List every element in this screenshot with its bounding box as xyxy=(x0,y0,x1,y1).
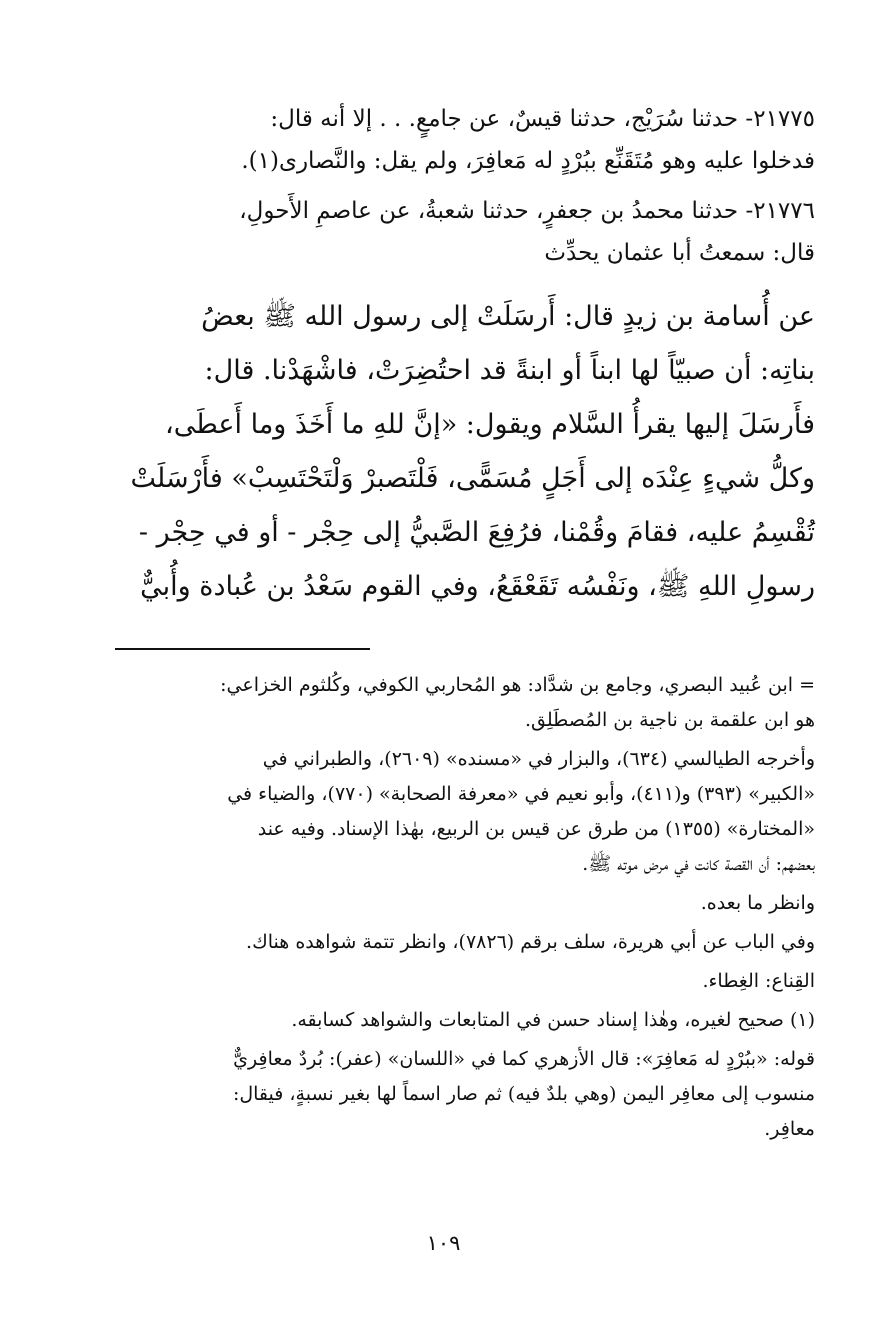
footnote-line: معافِر. xyxy=(764,1118,815,1140)
footnote-line: = ابن عُبيد البصري، وجامع بن شدَّاد: هو المُحاربي الكوفي، وكُلثوم الخزاعي: xyxy=(220,674,815,696)
matn-line: تُقْسِمُ عليه، فقامَ وقُمْنا، فرُفِعَ الصَّبيُّ إلى حِجْر - أو في حِجْر - xyxy=(138,517,815,548)
matn-line: بناتِه: أن صبيّاً لها ابناً أو ابنةً قد احتُضِرَتْ، فاشْهَدْنا. قال: xyxy=(204,355,815,386)
matn-line: عن أُسامة بن زيدٍ قال: أَرسَلَتْ إلى رسول الله ﷺ بعضُ xyxy=(201,301,815,332)
footnote-line: بعضهم: أن القصة كانت في مرض موته ﷺ. xyxy=(582,853,815,875)
footnote-line: «الكبير» (٣٩٣) و(٤١١)، وأبو نعيم في «معرفة الصحابة» (٧٧٠)، والضياء في xyxy=(227,783,815,805)
footnote-line: وأخرجه الطيالسي (٦٣٤)، والبزار في «مسنده» (٢٦٠٩)، والطبراني في xyxy=(262,748,815,770)
page-number: ١٠٩ xyxy=(426,1231,461,1255)
footnote-chapter: وفي الباب عن أبي هريرة، سلف برقم (٧٨٢٦)، وانظر تتمة شواهده هناك. xyxy=(246,931,815,953)
footnote-explanation xyxy=(115,1042,815,1147)
hadith-21775 xyxy=(115,98,815,182)
matn-line: رسولِ اللهِ ﷺ، ونَفْسُه تَقَعْقَعُ، وفي القوم سَعْدُ بن عُبادة وأُبيٌّ xyxy=(140,571,815,602)
hadith-21775-line-2: فدخلوا عليه وهو مُتَقَنِّع ببُرْدٍ له مَعافِرَ، ولم يقل: والنَّصارى(١). xyxy=(241,148,815,174)
footnote-separator xyxy=(115,648,370,650)
footnote-1: (١) صحيح لغيره، وهٰذا إسناد حسن في المتابعات والشواهد كسابقه. xyxy=(291,1009,815,1031)
hadith-21776-line-2: قال: سمعتُ أبا عثمان يحدِّث xyxy=(544,240,815,266)
hadith-21775-line-1: ٢١٧٧٥- حدثنا سُرَيْج، حدثنا قيسٌ، عن جامعٍ. . . إلا أنه قال: xyxy=(270,106,815,132)
footnote-line: «المختارة» (١٣٥٥) من طرق عن قيس بن الربيع، بهٰذا الإسناد. وفيه عند xyxy=(257,818,815,840)
footnote-gloss: القِناع: الغِطاء. xyxy=(702,970,815,992)
footnote-see-next: وانظر ما بعده. xyxy=(700,892,815,914)
matn-line: وكلُّ شيءٍ عِنْدَه إلى أَجَلٍ مُسَمًّى، فَلْتَصبرْ وَلْتَحْتَسِبْ» فأَرْسَلَتْ xyxy=(130,463,815,494)
hadith-matn xyxy=(115,290,815,614)
matn-line: فأَرسَلَ إليها يقرأُ السَّلام ويقول: «إنَّ للهِ ما أَخَذَ وما أَعطَى، xyxy=(165,409,815,440)
footnote-line: هو ابن علقمة بن ناجية بن المُصطَلِق. xyxy=(524,709,815,731)
footnote-line: منسوب إلى معافِر اليمن (وهي بلدٌ فيه) ثم صار اسماً لها بغير نسبةٍ، فيقال: xyxy=(232,1083,815,1105)
footnote-continuation xyxy=(115,668,815,738)
hadith-21776-line-1: ٢١٧٧٦- حدثنا محمدُ بن جعفرٍ، حدثنا شعبةُ، عن عاصمِ الأَحولِ، xyxy=(239,198,815,224)
hadith-21776-isnad xyxy=(115,190,815,274)
footnotes xyxy=(115,668,815,1147)
footnote-line: قوله: «ببُرْدٍ له مَعافِرَ»: قال الأزهري كما في «اللسان» (عفر): بُردٌ معافِريٌّ xyxy=(233,1048,815,1070)
footnote-takhrij xyxy=(115,742,815,882)
page-body xyxy=(115,98,815,1147)
